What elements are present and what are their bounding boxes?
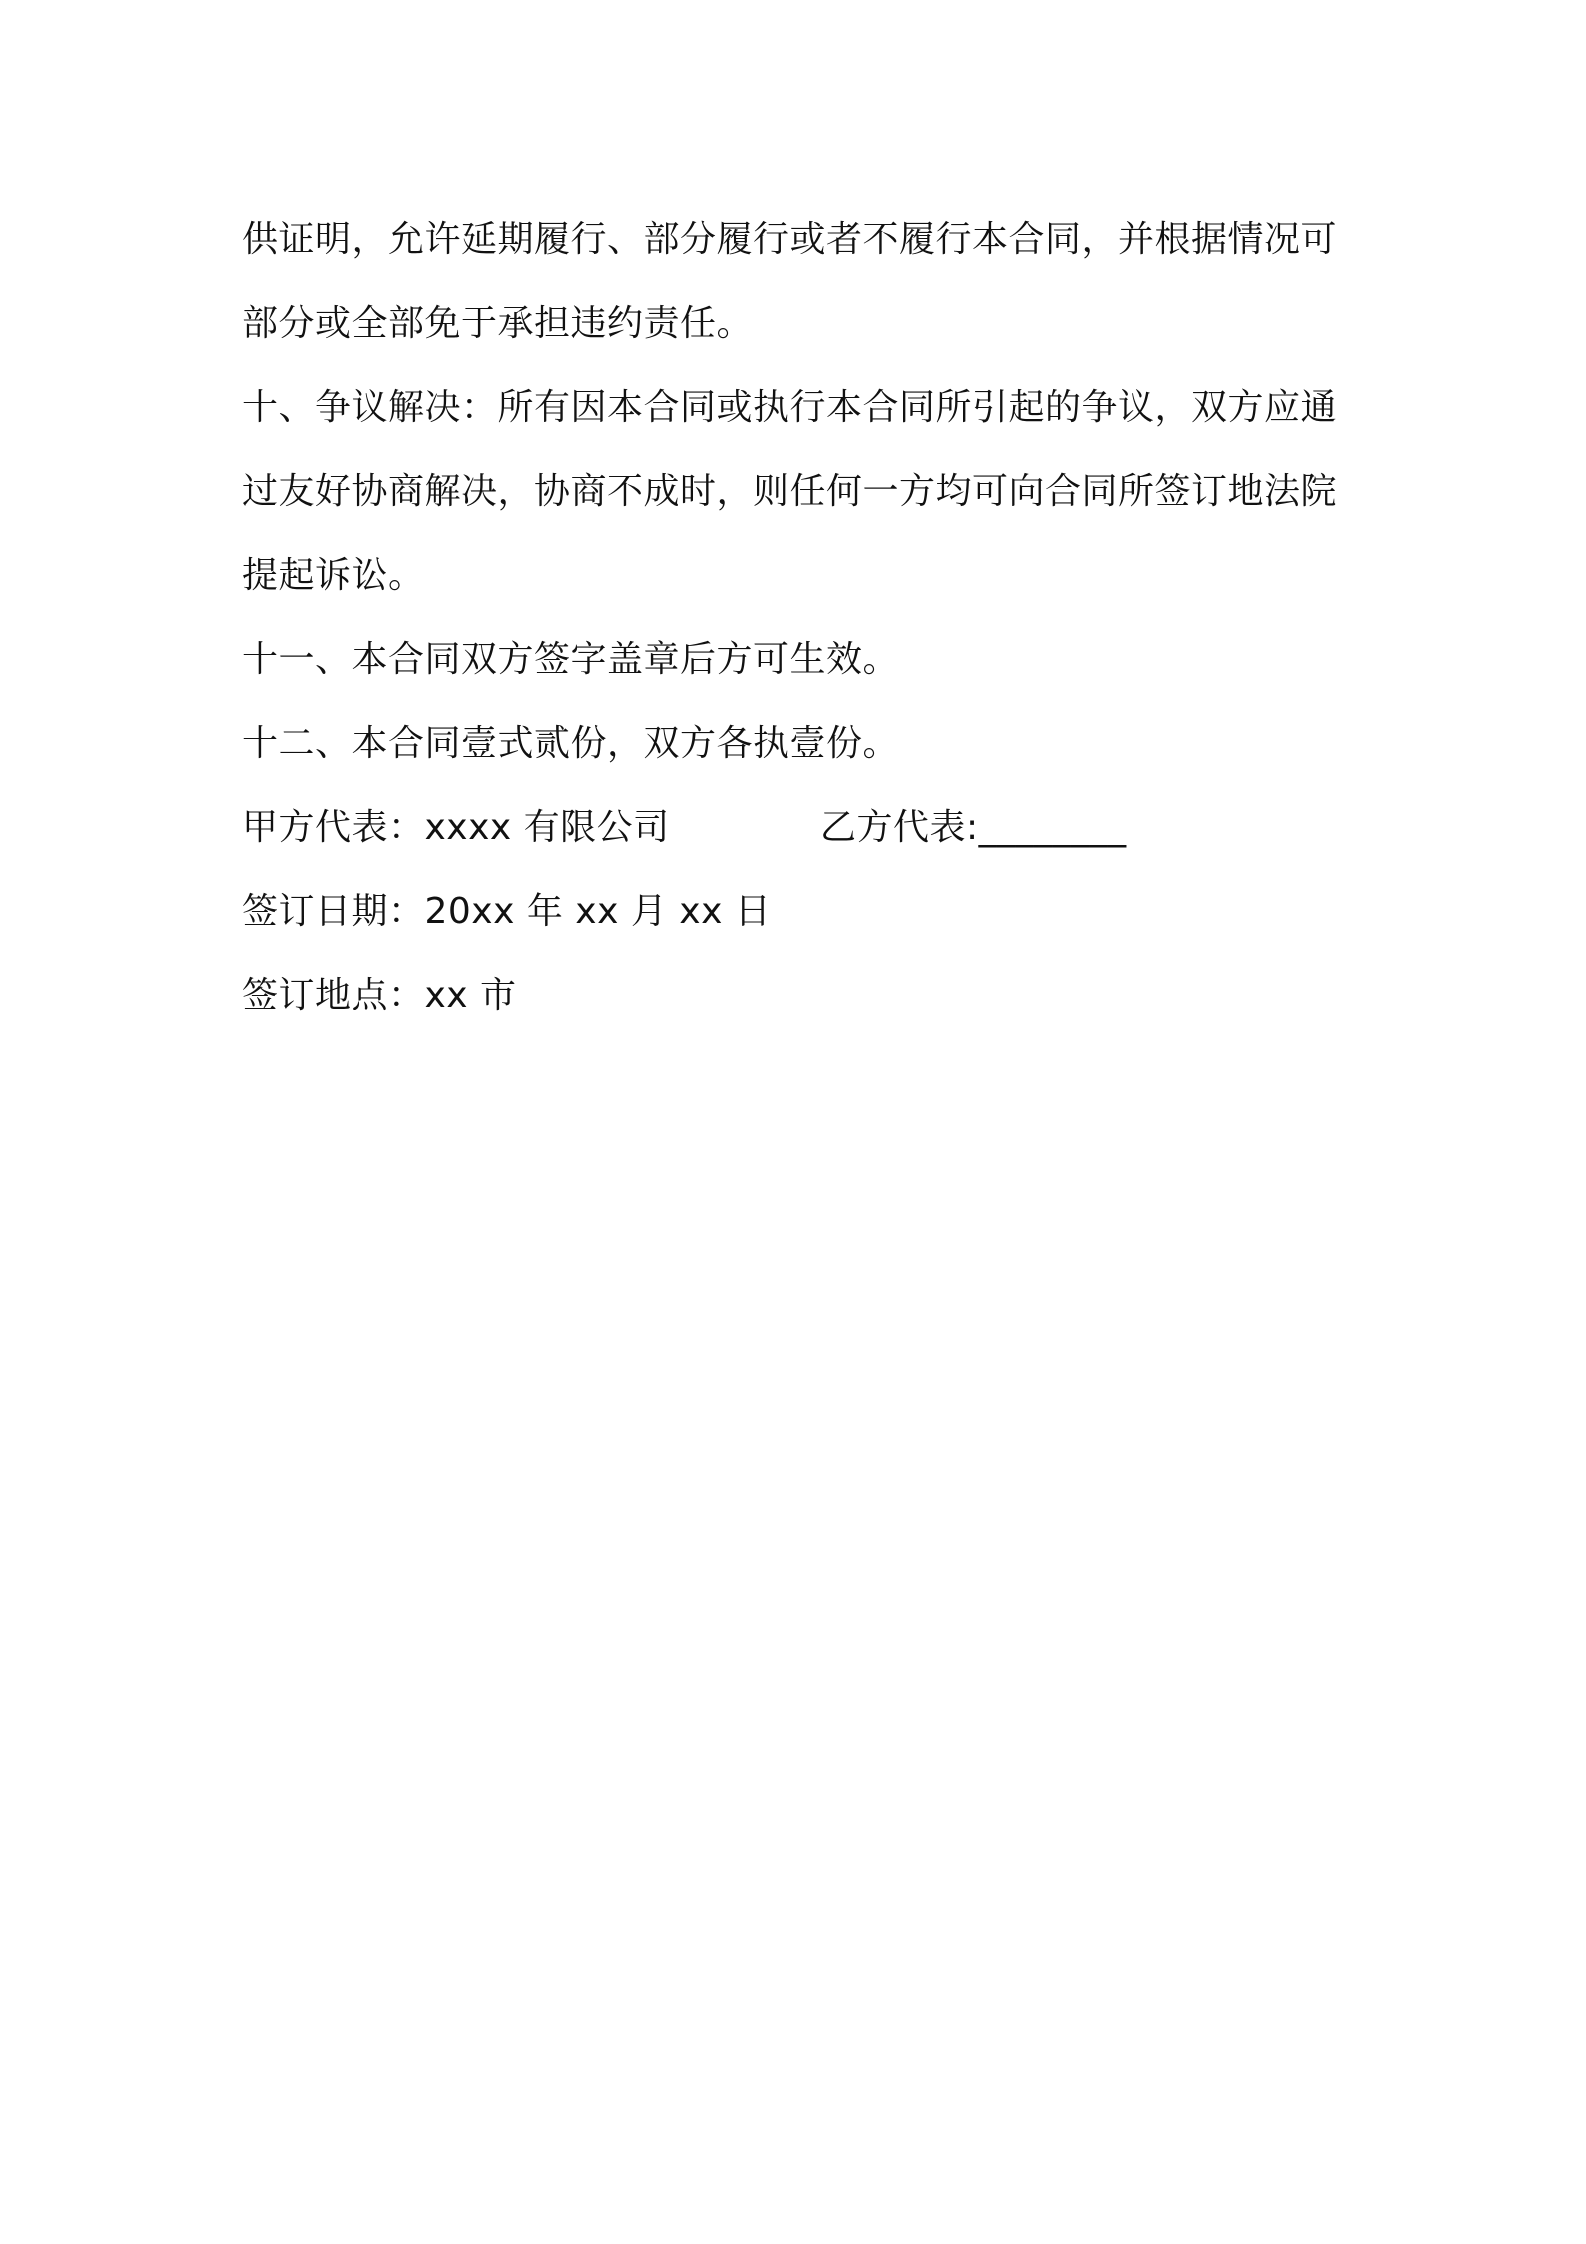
- signature-row: [242, 786, 1362, 870]
- sign-place: 签订地点：xx 市: [242, 975, 517, 1016]
- document-body: [242, 198, 1362, 1038]
- paragraph-copies: 十二、本合同壹式贰份，双方各执壹份。: [242, 723, 900, 764]
- paragraph-effectiveness: 十一、本合同双方签字盖章后方可生效。: [242, 639, 900, 680]
- paragraph-dispute-resolution: 十、争议解决：所有因本合同或执行本合同所引起的争议，双方应通过友好协商解决，协商不成时，则任何一方均可向合同所签订地法院提起诉讼。: [242, 387, 1338, 596]
- party-a-representative: 甲方代表：xxxx 有限公司: [242, 807, 670, 848]
- paragraph-force-majeure-continued: 供证明，允许延期履行、部分履行或者不履行本合同，并根据情况可部分或全部免于承担违约责任。: [242, 219, 1338, 344]
- party-b-representative: 乙方代表:________: [820, 807, 1127, 848]
- sign-date: 签订日期：20xx 年 xx 月 xx 日: [242, 891, 772, 932]
